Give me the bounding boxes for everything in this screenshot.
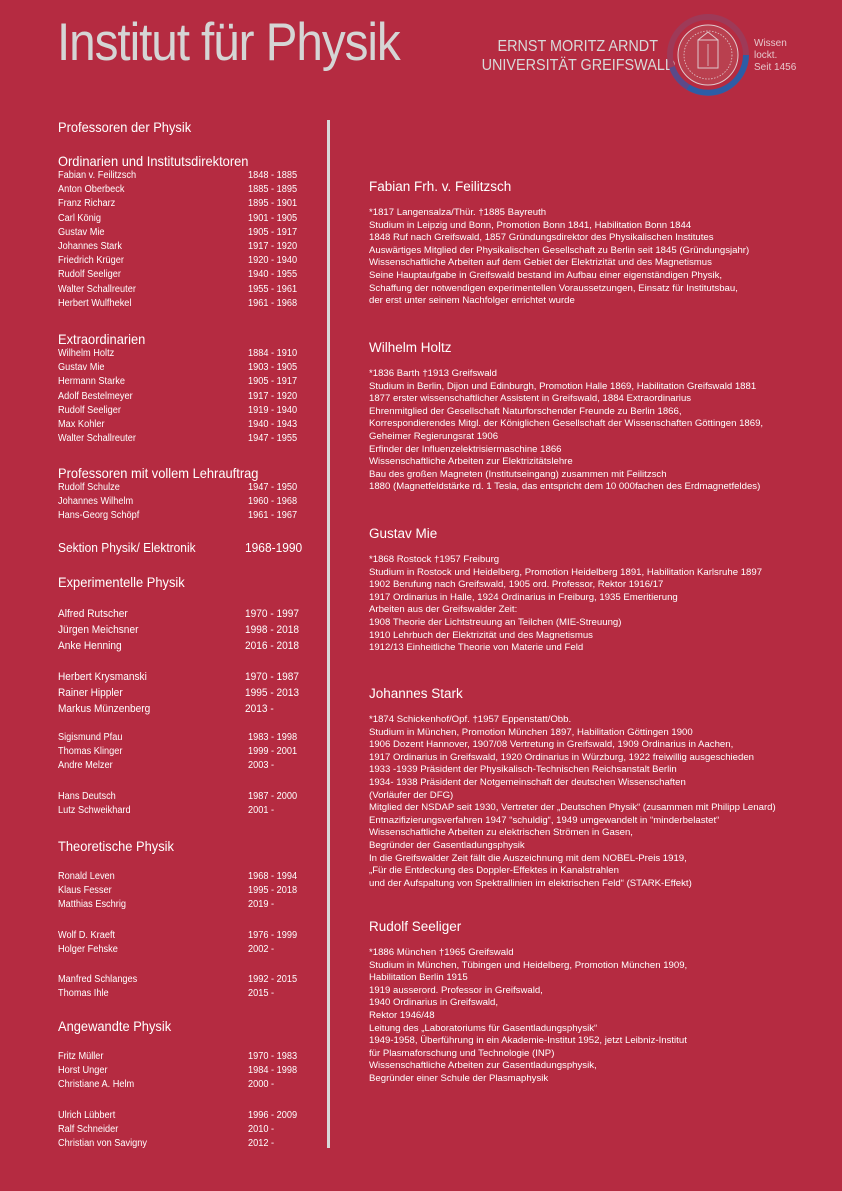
motto-line: lockt. — [754, 50, 778, 61]
bio-holtz — [369, 340, 829, 494]
professor-name: Hans Deutsch — [58, 790, 116, 802]
professor-years: 1905 - 1917 — [248, 376, 298, 388]
bio-line: 1934- 1938 Präsident der Notgemeinschaft der deutschen Wissenschaften — [369, 776, 686, 788]
bio-name: Johannes Stark — [369, 686, 463, 701]
professor-row — [58, 884, 303, 898]
professor-name: Christian von Savigny — [58, 1138, 147, 1150]
professor-name: Thomas Ihle — [58, 988, 109, 1000]
professor-name: Ralf Schneider — [58, 1123, 119, 1135]
professor-row — [58, 240, 303, 254]
professor-group — [58, 606, 303, 654]
professor-row — [58, 254, 303, 268]
sektion-label: Sektion Physik/ Elektronik — [58, 540, 196, 555]
professor-years: 1848 - 1885 — [248, 170, 298, 181]
professor-name: Fabian v. Feilitzsch — [58, 170, 137, 181]
bio-line: 1917 Ordinarius in Greifswald, 1920 Ordinarius in Würzburg, 1922 freiwillig ausgeschieden — [369, 751, 755, 763]
bio-line: und der Aufspaltung von Spektrallinien im elektrischen Feld“ (STARK-Effekt) — [369, 877, 692, 889]
professor-name: Walter Schallreuter — [58, 433, 136, 445]
section-heading: Experimentelle Physik — [58, 574, 185, 590]
professor-years: 1968 - 1994 — [248, 871, 298, 882]
professor-name: Hans-Georg Schöpf — [58, 510, 140, 522]
professor-row — [58, 1109, 303, 1123]
professor-list — [58, 481, 303, 524]
bio-name: Fabian Frh. v. Feilitzsch — [369, 179, 512, 194]
professor-name: Markus Münzenberg — [58, 703, 151, 715]
professor-row — [58, 622, 303, 638]
professor-years: 2003 - — [248, 760, 275, 772]
professor-row — [58, 606, 303, 622]
bio-line: Korrespondierendes Mitgl. der Königlichen Gesellschaft der Wissenschaften Göttingen 1869, — [369, 418, 764, 430]
professor-years: 2013 - — [245, 703, 274, 715]
professor-years: 2019 - — [248, 899, 275, 911]
professor-years: 1940 - 1955 — [248, 269, 298, 281]
bio-line: 1917 Ordinarius in Halle, 1924 Ordinarius in Freiburg, 1935 Emeritierung — [369, 591, 678, 603]
professor-row — [58, 361, 303, 375]
professor-name: Max Kohler — [58, 419, 105, 431]
professor-name: Gustav Mie — [58, 362, 105, 374]
bio-line: der erst unter seinem Nachfolger errichtet wurde — [369, 295, 575, 307]
university-name-line2: UNIVERSITÄT GREIFSWALD — [481, 57, 676, 74]
professor-years: 1901 - 1905 — [248, 212, 298, 224]
professor-row — [58, 1123, 303, 1137]
professor-years: 1987 - 2000 — [248, 790, 298, 802]
professor-years: 1970 - 1987 — [245, 671, 300, 683]
professor-row — [58, 638, 303, 654]
bio-line: 1880 (Magnetfeldstärke rd. 1 Tesla, das entspricht dem 10 000fachen des Erdmagnetfeldes) — [369, 481, 761, 493]
professor-years: 1884 - 1910 — [248, 348, 298, 359]
angewandt-section — [58, 1018, 303, 1151]
bio-line: 1902 Berufung nach Greifswald, 1905 ord. Professor, Rektor 1916/17 — [369, 579, 664, 591]
bio-line: Mitglied der NSDAP seit 1930, Vertreter der „Deutschen Physik“ (zusammen mit Philipp Lenard) — [369, 802, 776, 814]
professor-years: 1947 - 1955 — [248, 433, 298, 445]
professor-name: Christiane A. Helm — [58, 1079, 135, 1091]
ordinarien-section — [58, 153, 303, 311]
professor-row — [58, 495, 303, 509]
sektion-section — [58, 540, 303, 556]
professor-years: 1885 - 1895 — [248, 184, 298, 196]
professor-name: Franz Richarz — [58, 198, 116, 210]
professor-row — [58, 973, 303, 987]
professor-name: Wolf D. Kraeft — [58, 929, 116, 941]
bio-line: Habilitation Berlin 1915 — [369, 972, 468, 984]
professor-years: 1995 - 2013 — [245, 687, 300, 699]
bio-line: Begründer einer Schule der Plasmaphysik — [369, 1072, 549, 1084]
professor-row — [58, 183, 303, 197]
university-motto — [754, 38, 796, 74]
professor-name: Jürgen Meichsner — [58, 624, 139, 636]
professor-row — [58, 390, 303, 404]
professors-heading: Professoren der Physik — [58, 119, 192, 135]
professor-name: Klaus Fesser — [58, 885, 112, 897]
professor-years: 2010 - — [248, 1123, 275, 1135]
bio-line: Wissenschaftliche Arbeiten zur Elektrizitätslehre — [369, 456, 573, 468]
professor-name: Lutz Schweikhard — [58, 804, 131, 816]
professor-years: 1947 - 1950 — [248, 482, 298, 493]
professor-group — [58, 870, 303, 913]
professor-years: 1992 - 2015 — [248, 974, 298, 986]
bio-line: 1933 -1939 Präsident der Physikalisch-Technischen Reichsanstalt Berlin — [369, 764, 677, 776]
bio-line: Wissenschaftliche Arbeiten zu elektrischen Strömen in Gasen, — [369, 827, 633, 839]
professor-row — [58, 790, 303, 804]
professor-years: 2015 - — [248, 988, 275, 1000]
professor-years: 1970 - 1997 — [245, 608, 300, 620]
professor-name: Holger Fehske — [58, 943, 118, 955]
professor-name: Anton Oberbeck — [58, 184, 125, 196]
professor-group — [58, 731, 303, 774]
bio-line: (Vorläufer der DFG) — [369, 789, 454, 801]
professor-row — [58, 347, 303, 361]
professor-years: 1903 - 1905 — [248, 362, 298, 374]
bio-mie — [369, 526, 829, 655]
professor-years: 2000 - — [248, 1079, 275, 1091]
professor-row — [58, 432, 303, 446]
bio-line: Erfinder der Influenzelektrisiermaschine 1866 — [369, 443, 562, 455]
bio-line: Schaffung der notwendigen experimentellen Voraussetzungen, Einsatz für Institutsbau, — [369, 282, 738, 294]
professor-name: Rudolf Seeliger — [58, 269, 121, 281]
professor-years: 2002 - — [248, 943, 275, 955]
professor-name: Friedrich Krüger — [58, 255, 124, 267]
bio-line: In die Greifswalder Zeit fällt die Auszeichnung mit dem NOBEL-Preis 1919, — [369, 852, 687, 864]
section-heading: Ordinarien und Institutsdirektoren — [58, 153, 249, 169]
professor-name: Fritz Müller — [58, 1051, 104, 1062]
bio-line: *1868 Rostock †1957 Freiburg — [369, 554, 500, 565]
professor-name: Horst Unger — [58, 1065, 108, 1077]
professor-row — [58, 804, 303, 818]
professor-years: 1917 - 1920 — [248, 390, 298, 402]
section-heading: Extraordinarien — [58, 331, 146, 347]
bio-line: Seine Hauptaufgabe in Greifswald bestand im Aufbau einer eigenständigen Physik, — [369, 269, 723, 281]
professor-row — [58, 898, 303, 912]
professor-name: Johannes Wilhelm — [58, 496, 134, 508]
bio-line: Leitung des „Laboratoriums für Gasentladungsphysik“ — [369, 1022, 598, 1034]
professor-group — [58, 1050, 303, 1093]
professor-years: 1955 - 1961 — [248, 283, 298, 295]
bio-line: 1919 ausserord. Professor in Greifswald, — [369, 984, 543, 996]
bio-line: *1817 Langensalza/Thür. †1885 Bayreuth — [369, 207, 547, 218]
bio-line: Bau des großen Magneten (Institutseingang) zusammen mit Feilitzsch — [369, 468, 667, 480]
professor-row — [58, 685, 303, 701]
professor-name: Sigismund Pfau — [58, 732, 123, 743]
bio-line: Entnazifizierungsverfahren 1947 “schuldig“, 1949 umgewandelt in “minderbelastet“ — [369, 814, 720, 826]
professor-name: Herbert Wulfhekel — [58, 297, 132, 309]
professor-name: Walter Schallreuter — [58, 283, 136, 295]
bio-stark — [369, 686, 829, 890]
professor-name: Andre Melzer — [58, 760, 113, 772]
bio-line: 1848 Ruf nach Greifswald, 1857 Gründungsdirektor des Physikalischen Institutes — [369, 232, 714, 244]
bio-line: Studium in München, Promotion München 1897, Habilitation Göttingen 1900 — [369, 726, 693, 738]
professor-row — [58, 212, 303, 226]
professor-row — [58, 870, 303, 884]
bio-seeliger — [369, 919, 829, 1086]
professor-name: Matthias Eschrig — [58, 899, 127, 911]
professor-group — [58, 669, 303, 717]
professor-years: 1917 - 1920 — [248, 241, 298, 253]
bio-line: 1877 erster wissenschaftlicher Assistent in Greifswald, 1884 Extraordinarius — [369, 393, 692, 405]
professor-years: 1961 - 1968 — [248, 297, 298, 309]
bio-line: 1910 Lehrbuch der Elektrizität und des Magnetismus — [369, 629, 593, 641]
bio-line: Arbeiten aus der Greifswalder Zeit: — [369, 604, 518, 616]
professor-row — [58, 375, 303, 389]
bio-line: Studium in München, Tübingen und Heidelberg, Promotion München 1909, — [369, 959, 688, 971]
university-name-line1: ERNST MORITZ ARNDT — [497, 38, 658, 55]
professor-row — [58, 731, 303, 745]
bio-line: für Plasmaforschung und Technologie (INP) — [369, 1047, 555, 1059]
professor-row — [58, 197, 303, 211]
professor-row — [58, 283, 303, 297]
university-name — [481, 37, 676, 75]
professor-name: Rudolf Seeliger — [58, 404, 121, 416]
bio-name: Rudolf Seeliger — [369, 919, 462, 934]
professor-years: 1920 - 1940 — [248, 255, 298, 267]
page-title: Institut für Physik — [57, 13, 400, 72]
bio-line: 1906 Dozent Hannover, 1907/08 Vertretung in Greifswald, 1909 Ordinarius in Aachen, — [369, 739, 734, 751]
professor-row — [58, 1050, 303, 1064]
professor-name: Rudolf Schulze — [58, 482, 120, 493]
bio-line: *1886 München †1965 Greifswald — [369, 947, 514, 958]
bio-line: Rektor 1946/48 — [369, 1009, 435, 1021]
professor-years: 1919 - 1940 — [248, 404, 298, 416]
professor-row — [58, 509, 303, 523]
professor-name: Gustav Mie — [58, 226, 105, 238]
sektion-years: 1968-1990 — [245, 540, 303, 555]
professor-name: Thomas Klinger — [58, 746, 123, 758]
professor-group — [58, 1109, 303, 1152]
professor-row — [58, 297, 303, 311]
professor-row — [58, 1137, 303, 1151]
professor-years: 1996 - 2009 — [248, 1109, 298, 1121]
bio-line: Studium in Leipzig und Bonn, Promotion Bonn 1841, Habilitation Bonn 1844 — [369, 219, 692, 231]
bio-name: Gustav Mie — [369, 526, 438, 541]
professor-row — [58, 701, 303, 717]
professor-name: Rainer Hippler — [58, 687, 123, 699]
bio-line: Wissenschaftliche Arbeiten auf dem Gebiet der Elektrizität und des Magnetismus — [369, 257, 712, 269]
bio-line: Ehrenmitglied der Gesellschaft Naturforschender Freunde zu Berlin 1866, — [369, 405, 682, 417]
bio-name: Wilhelm Holtz — [369, 340, 452, 355]
motto-line: Seit 1456 — [754, 62, 797, 73]
professor-name: Anke Henning — [58, 640, 122, 652]
professor-row — [58, 418, 303, 432]
professor-row — [58, 669, 303, 685]
professor-name: Alfred Rutscher — [58, 608, 128, 620]
motto-line: Wissen — [754, 38, 787, 49]
professor-years: 1961 - 1967 — [248, 510, 298, 522]
bio-line: 1912/13 Einheitliche Theorie von Materie und Feld — [369, 642, 584, 654]
professor-years: 2001 - — [248, 804, 275, 816]
professor-name: Ronald Leven — [58, 871, 115, 882]
section-heading: Theoretische Physik — [58, 838, 174, 854]
column-divider — [327, 120, 330, 1148]
extraordinarien-section — [58, 331, 303, 446]
bio-line: 1908 Theorie der Lichtstreuung an Teilchen (MIE-Streuung) — [369, 616, 622, 628]
professor-years: 1995 - 2018 — [248, 885, 298, 897]
professor-group — [58, 790, 303, 818]
bio-feilitzsch — [369, 179, 829, 308]
professor-years: 1970 - 1983 — [248, 1051, 298, 1062]
theoretisch-section — [58, 838, 303, 1001]
professor-list — [58, 347, 303, 446]
professor-row — [58, 268, 303, 282]
bio-line: 1949-1958, Überführung in ein Akademie-Institut 1952, jetzt Leibniz-Institut — [369, 1035, 687, 1047]
bio-line: Auswärtiges Mitglied der Physikalischen Gesellschaft zu Berlin seit 1845 (Gründungsjahr) — [369, 244, 750, 256]
professor-years: 1895 - 1901 — [248, 198, 298, 210]
professor-years: 1999 - 2001 — [248, 746, 298, 758]
bio-line: Begründer der Gasentladungsphysik — [369, 839, 525, 851]
section-heading: Professoren mit vollem Lehrauftrag — [58, 465, 259, 481]
professor-name: Carl König — [58, 212, 101, 224]
professor-years: 1940 - 1943 — [248, 419, 298, 431]
bio-line: *1874 Schickenhof/Opf. †1957 Eppenstatt/Obb. — [369, 714, 572, 725]
professor-row — [58, 987, 303, 1001]
professor-name: Adolf Bestelmeyer — [58, 390, 133, 402]
bio-line: Wissenschaftliche Arbeiten zur Gasentladungsphysik, — [369, 1060, 597, 1072]
professor-row — [58, 929, 303, 943]
professor-name: Herbert Krysmanski — [58, 671, 147, 683]
lehrauftrag-section — [58, 465, 303, 524]
bio-line: 1940 Ordinarius in Greifswald, — [369, 997, 499, 1009]
professor-years: 1998 - 2018 — [245, 624, 300, 636]
professor-years: 1905 - 1917 — [248, 226, 298, 238]
professor-group — [58, 973, 303, 1001]
experimentell-section — [58, 574, 303, 818]
professor-name: Manfred Schlanges — [58, 974, 138, 986]
professor-years: 1984 - 1998 — [248, 1065, 298, 1077]
professor-list — [58, 169, 303, 311]
professor-years: 1960 - 1968 — [248, 496, 298, 508]
professor-row — [58, 404, 303, 418]
bio-line: Studium in Rostock und Heidelberg, Promotion Heidelberg 1891, Habilitation Karlsruhe 1897 — [369, 566, 763, 578]
professor-name: Hermann Starke — [58, 376, 125, 388]
professor-name: Wilhelm Holtz — [58, 348, 115, 359]
university-seal-logo — [665, 12, 751, 98]
professor-row — [58, 1064, 303, 1078]
professor-years: 2012 - — [248, 1138, 275, 1150]
bio-line: „Für die Entdeckung des Doppler-Effektes in Kanalstrahlen — [369, 865, 619, 877]
professor-years: 1976 - 1999 — [248, 929, 298, 941]
professor-row — [58, 745, 303, 759]
professor-row — [58, 169, 303, 183]
professor-name: Ulrich Lübbert — [58, 1109, 116, 1121]
bio-line: Studium in Berlin, Dijon und Edinburgh, Promotion Halle 1869, Habilitation Greifswald 1881 — [369, 380, 757, 392]
professor-row — [58, 481, 303, 495]
professor-row — [58, 226, 303, 240]
bio-line: *1836 Barth †1913 Greifswald — [369, 368, 497, 379]
professor-row — [58, 1078, 303, 1092]
professor-row — [58, 759, 303, 773]
professor-name: Johannes Stark — [58, 241, 122, 253]
professor-years: 1983 - 1998 — [248, 732, 298, 743]
section-heading: Angewandte Physik — [58, 1018, 172, 1034]
bio-line: Geheimer Regierungsrat 1906 — [369, 430, 499, 442]
professor-group — [58, 929, 303, 957]
professor-row — [58, 943, 303, 957]
sektion-row — [58, 540, 303, 556]
professor-years: 2016 - 2018 — [245, 640, 300, 652]
